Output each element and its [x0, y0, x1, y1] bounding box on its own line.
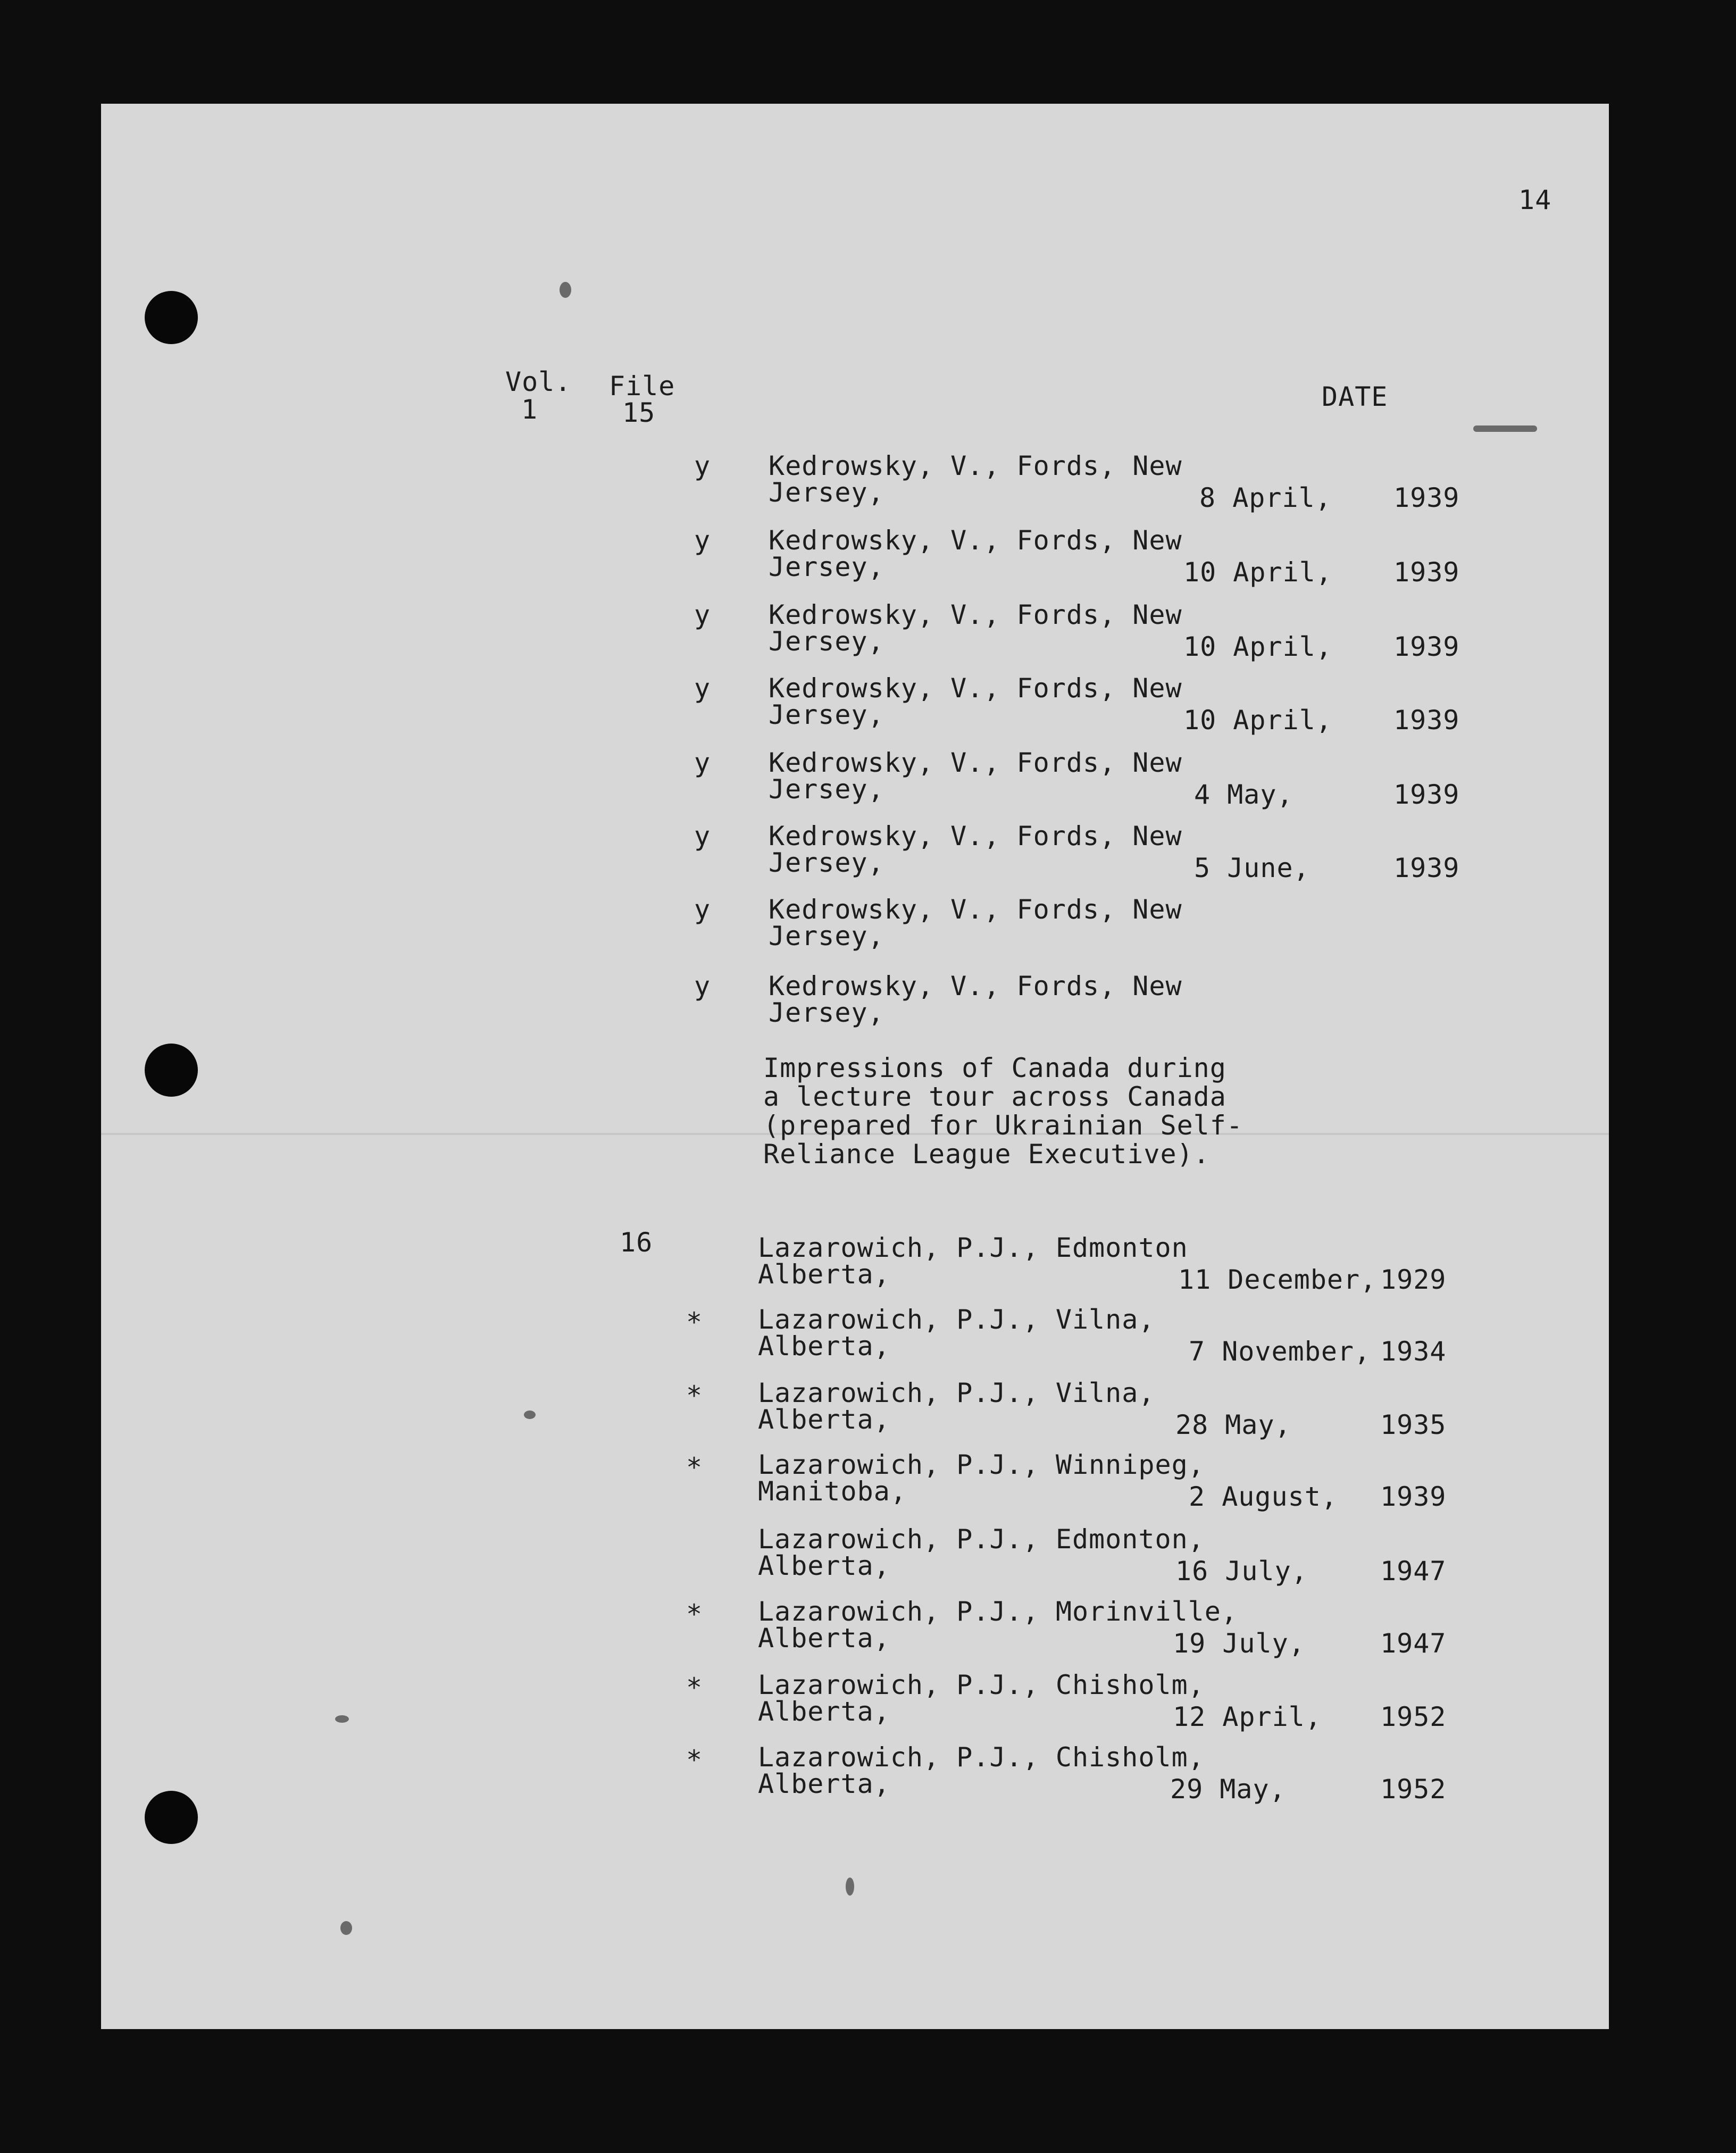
- entry-year: 1939: [1393, 482, 1460, 513]
- entry-name-line1: Lazarowich, P.J., Winnipeg,: [758, 1449, 1205, 1480]
- entry-day-month: 4 May,: [1194, 779, 1293, 810]
- entry-name-line2: Jersey,: [769, 774, 884, 805]
- entry-day-month: 2 August,: [1189, 1481, 1338, 1512]
- entry-mark: y: [694, 673, 711, 704]
- entry-name-line1: Kedrowsky, V., Fords, New: [769, 525, 1182, 556]
- vol-value: 1: [521, 394, 538, 425]
- entry-year: 1934: [1380, 1336, 1447, 1367]
- entry-name-line1: Kedrowsky, V., Fords, New: [769, 971, 1182, 1002]
- entry-mark: y: [694, 821, 711, 852]
- entry-mark: *: [686, 1307, 703, 1338]
- entry-day-month: 28 May,: [1175, 1409, 1291, 1440]
- entry-name-line2: Jersey,: [769, 626, 884, 657]
- entry-name-line1: Kedrowsky, V., Fords, New: [769, 821, 1182, 852]
- entry-year: 1939: [1393, 557, 1460, 588]
- ink-speck: [335, 1715, 349, 1723]
- impressions-line: a lecture tour across Canada: [763, 1081, 1226, 1112]
- entry-mark: y: [694, 971, 711, 1002]
- entry-day-month: 5 June,: [1194, 853, 1310, 883]
- entry-year: 1947: [1380, 1556, 1447, 1587]
- entry-mark: *: [686, 1599, 703, 1630]
- entry-day-month: 11 December,: [1178, 1264, 1377, 1295]
- entry-mark: *: [686, 1380, 703, 1411]
- entry-name-line2: Alberta,: [758, 1550, 890, 1581]
- entry-day-month: 16 July,: [1175, 1556, 1308, 1587]
- entry-day-month: 29 May,: [1170, 1774, 1286, 1805]
- punch-hole-bottom: [145, 1791, 198, 1844]
- entry-name-line1: Kedrowsky, V., Fords, New: [769, 747, 1182, 778]
- entry-name-line2: Alberta,: [758, 1404, 890, 1435]
- ink-speck: [340, 1921, 352, 1935]
- ink-speck: [846, 1877, 854, 1896]
- entry-year: 1939: [1393, 853, 1460, 883]
- entry-mark: *: [686, 1672, 703, 1703]
- vol-label: Vol.: [505, 366, 572, 397]
- entry-name-line2: Jersey,: [769, 552, 884, 582]
- entry-name-line2: Jersey,: [769, 477, 884, 508]
- entry-name-line2: Alberta,: [758, 1768, 890, 1799]
- page-number: 14: [1518, 185, 1552, 215]
- entry-name-line2: Jersey,: [769, 699, 884, 730]
- entry-name-line1: Lazarowich, P.J., Edmonton,: [758, 1524, 1205, 1555]
- entry-name-line2: Jersey,: [769, 997, 884, 1028]
- entry-day-month: 19 July,: [1173, 1628, 1305, 1659]
- entry-name-line1: Kedrowsky, V., Fords, New: [769, 673, 1182, 704]
- entry-name-line2: Alberta,: [758, 1259, 890, 1290]
- entry-mark: y: [694, 747, 711, 778]
- date-column-header: DATE: [1322, 381, 1388, 412]
- file-value: 15: [622, 397, 656, 428]
- entry-year: 1939: [1393, 779, 1460, 810]
- punch-hole-middle: [145, 1044, 198, 1097]
- entry-name-line2: Alberta,: [758, 1696, 890, 1727]
- entry-name-line1: Lazarowich, P.J., Chisholm,: [758, 1742, 1205, 1773]
- entry-day-month: 7 November,: [1189, 1336, 1371, 1367]
- ink-speck: [1473, 425, 1537, 432]
- entry-year: 1952: [1380, 1774, 1447, 1805]
- entry-name-line1: Kedrowsky, V., Fords, New: [769, 450, 1182, 481]
- entry-name-line1: Lazarowich, P.J., Morinville,: [758, 1596, 1238, 1627]
- impressions-line: Impressions of Canada during: [763, 1053, 1226, 1083]
- entry-mark: y: [694, 599, 711, 630]
- entry-day-month: 10 April,: [1183, 631, 1332, 662]
- entry-name-line2: Manitoba,: [758, 1476, 907, 1507]
- impressions-line: Reliance League Executive).: [763, 1139, 1210, 1170]
- entry-mark: *: [686, 1452, 703, 1483]
- entry-mark: y: [694, 450, 711, 481]
- punch-hole-top: [145, 291, 198, 344]
- entry-year: 1939: [1393, 631, 1460, 662]
- entry-name-line2: Jersey,: [769, 847, 884, 878]
- entry-name-line1: Lazarowich, P.J., Edmonton: [758, 1232, 1188, 1263]
- entry-name-line1: Lazarowich, P.J., Vilna,: [758, 1304, 1155, 1335]
- entry-year: 1952: [1380, 1701, 1447, 1732]
- ink-speck: [560, 282, 571, 298]
- entry-name-line2: Alberta,: [758, 1331, 890, 1362]
- entry-name-line2: Jersey,: [769, 921, 884, 952]
- entry-day-month: 8 April,: [1199, 482, 1332, 513]
- entry-mark: y: [694, 894, 711, 925]
- entry-name-line2: Alberta,: [758, 1623, 890, 1654]
- entry-name-line1: Kedrowsky, V., Fords, New: [769, 894, 1182, 925]
- file-label: File: [609, 371, 675, 402]
- entry-mark: *: [686, 1745, 703, 1775]
- entry-year: 1929: [1380, 1264, 1447, 1295]
- entry-year: 1935: [1380, 1409, 1447, 1440]
- entry-day-month: 10 April,: [1183, 705, 1332, 736]
- entry-name-line1: Lazarowich, P.J., Chisholm,: [758, 1670, 1205, 1700]
- entry-year: 1939: [1380, 1481, 1447, 1512]
- entry-mark: y: [694, 525, 711, 556]
- entry-name-line1: Kedrowsky, V., Fords, New: [769, 599, 1182, 630]
- impressions-line: (prepared for Ukrainian Self-: [763, 1110, 1243, 1141]
- entry-day-month: 12 April,: [1173, 1701, 1322, 1732]
- entry-year: 1939: [1393, 705, 1460, 736]
- entry-name-line1: Lazarowich, P.J., Vilna,: [758, 1378, 1155, 1408]
- entry-day-month: 10 April,: [1183, 557, 1332, 588]
- file-16-number: 16: [620, 1227, 653, 1258]
- entry-year: 1947: [1380, 1628, 1447, 1659]
- ink-speck: [524, 1411, 536, 1419]
